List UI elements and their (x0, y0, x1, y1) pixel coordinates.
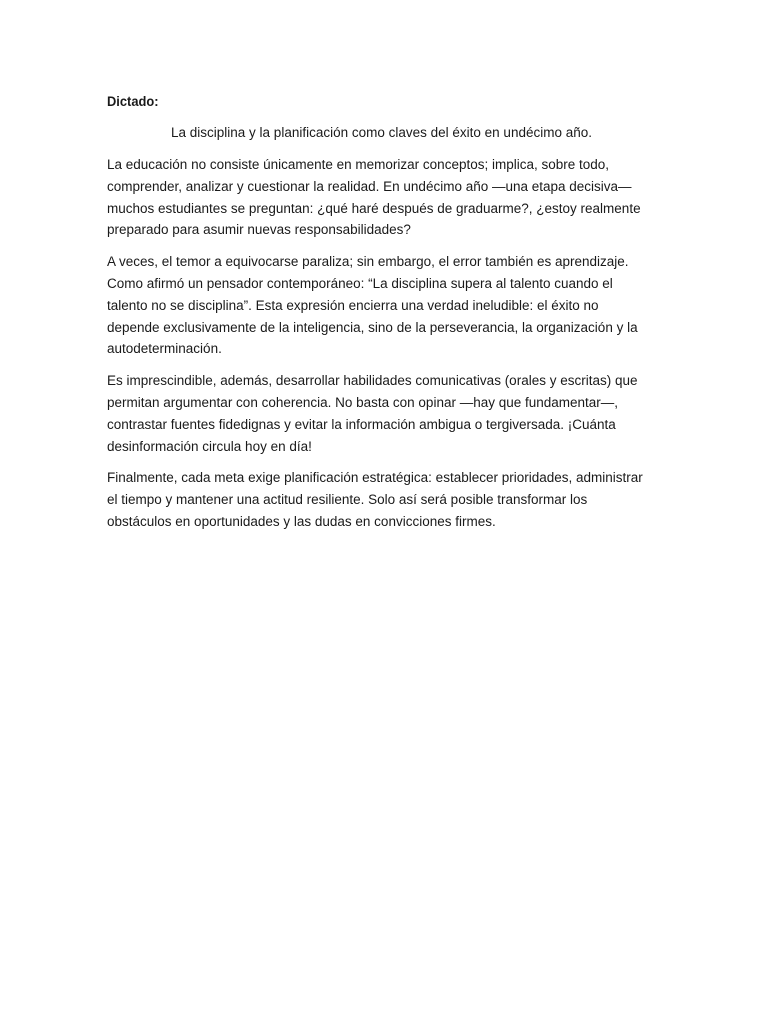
paragraph-line: autodeterminación. (107, 341, 222, 357)
paragraph-line: contrastar fuentes fidedignas y evitar la información ambigua o tergiversada. ¡Cuánta (107, 416, 616, 432)
paragraph-line: depende exclusivamente de la inteligencia, sino de la perseverancia, la organización y la (107, 319, 638, 335)
paragraph-line: Como afirmó un pensador contemporáneo: “La disciplina supera al talento cuando el (107, 275, 613, 291)
document-heading: Dictado: (107, 93, 159, 109)
paragraph-line: Finalmente, cada meta exige planificación estratégica: establecer prioridades, administrar (107, 470, 643, 486)
paragraph-line: desinformación circula hoy en día! (107, 438, 312, 454)
paragraph-line: permitan argumentar con coherencia. No basta con opinar —hay que fundamentar—, (107, 394, 619, 410)
paragraph-line: talento no se disciplina”. Esta expresión encierra una verdad ineludible: el éxito no (107, 297, 599, 313)
paragraph-line: muchos estudiantes se preguntan: ¿qué haré después de graduarme?, ¿estoy realmente (107, 200, 641, 216)
paragraph-3 (107, 370, 659, 457)
paragraph-2 (107, 251, 659, 360)
paragraph-line: Es imprescindible, además, desarrollar habilidades comunicativas (orales y escritas) que (107, 373, 638, 389)
paragraph-line: el tiempo y mantener una actitud resiliente. Solo así será posible transformar los (107, 492, 588, 508)
document-subtitle: La disciplina y la planificación como claves del éxito en undécimo año. (171, 125, 592, 140)
paragraph-line: A veces, el temor a equivocarse paraliza; sin embargo, el error también es aprendizaje. (107, 254, 629, 270)
paragraph-4 (107, 467, 659, 532)
paragraph-line: La educación no consiste únicamente en memorizar conceptos; implica, sobre todo, (107, 157, 610, 172)
document-page (107, 90, 659, 543)
paragraph-line: preparado para asumir nuevas responsabilidades? (107, 222, 411, 238)
paragraph-line: obstáculos en oportunidades y las dudas en convicciones firmes. (107, 513, 496, 529)
paragraph-1 (107, 154, 659, 241)
paragraph-line: comprender, analizar y cuestionar la realidad. En undécimo año —una etapa decisiva— (107, 178, 632, 194)
